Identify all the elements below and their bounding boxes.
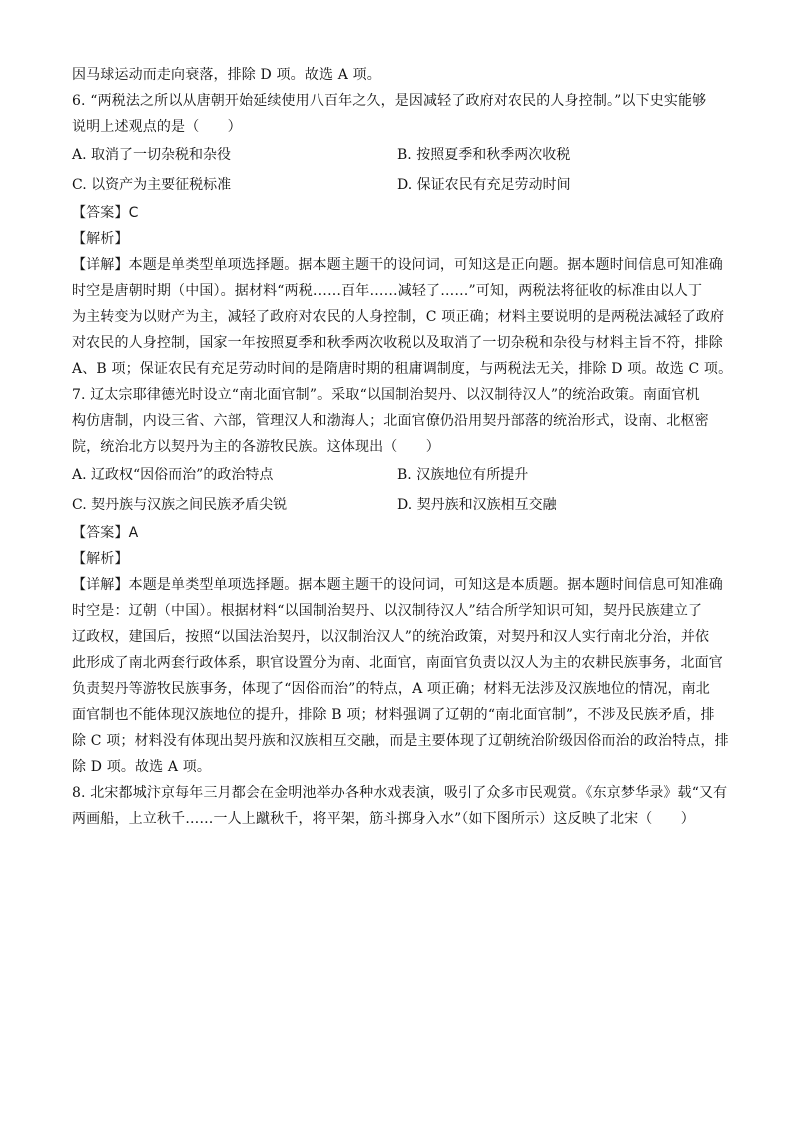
q7-analysis-label: 【解析】 — [72, 551, 129, 567]
q6-option-b: B. 按照夏季和秋季两次收税 — [397, 147, 571, 163]
q6-analysis-label: 【解析】 — [72, 231, 129, 247]
q6-options-row-2 — [72, 170, 724, 200]
q7-detail-line-8: 除 D 项。故选 A 项。 — [72, 759, 212, 775]
q6-detail-line-5: A、B 项；保证农民有充足劳动时间的是隋唐时期的租庸调制度，与两税法无关，排除 D 项。故选 C 项。 — [72, 361, 733, 377]
q8-stem-line-2: 两画船，上立秋千……一人上蹴秋千，将平架，筋斗掷身入水”（如下图所示）这反映了北宋（ ） — [72, 811, 695, 827]
q7-detail-line-6: 面官制也不能体现汉族地位的提升，排除 B 项；材料强调了辽朝的“南北面官制”，不涉及民族矛盾，排 — [72, 707, 715, 723]
q6-stem-line-2: 说明上述观点的是（ ） — [72, 119, 242, 135]
q6-answer: 【答案】C — [72, 205, 139, 221]
q7-stem-line-1: 7. 辽太宗耶律德光时设立“南北面官制”。采取“以国制治契丹、以汉制待汉人”的统治政策。南面官机 — [72, 387, 700, 403]
q6-stem-line-1: 6. “两税法之所以从唐朝开始延续使用八百年之久，是因减轻了政府对农民的人身控制。”以下史实能够 — [72, 93, 707, 109]
q7-option-c: C. 契丹族与汉族之间民族矛盾尖锐 — [72, 497, 288, 513]
q7-detail-line-7: 除 C 项；材料没有体现出契丹族和汉族相互交融，而是主要体现了辽朝统治阶级因俗而治的政治特点，排 — [72, 733, 729, 749]
q7-detail-line-5: 负责契丹等游牧民族事务，体现了“因俗而治”的特点，A 项正确；材料无法涉及汉族地位的情况，南北 — [72, 681, 710, 697]
q6-option-c: C. 以资产为主要征税标准 — [72, 177, 232, 193]
q6-detail-line-3: 为主转变为以财产为主，减轻了政府对农民的人身控制，C 项正确；材料主要说明的是两税法减轻了政府 — [72, 309, 725, 325]
q6-detail-line-1: 【详解】本题是单类型单项选择题。据本题主题干的设问词，可知这是正向题。据本题时间信息可知准确 — [72, 257, 723, 273]
q7-options-row-2 — [72, 490, 724, 520]
q5-conclusion: 因马球运动而走向衰落，排除 D 项。故选 A 项。 — [72, 67, 381, 83]
q7-stem-line-2: 构仿唐制，内设三省、六部，管理汉人和渤海人；北面官僚仍沿用契丹部落的统治形式，设南、北枢密 — [72, 413, 709, 429]
q7-detail-line-2: 时空是：辽朝（中国）。根据材料“以国制治契丹、以汉制待汉人”结合所学知识可知，契丹民族建立了 — [72, 603, 703, 619]
q7-option-a: A. 辽政权“因俗而治”的政治特点 — [72, 467, 274, 483]
q6-detail-line-2: 时空是唐朝时期（中国）。据材料“两税……百年……减轻了……”可知，两税法将征收的标准由以人丁 — [72, 283, 703, 299]
q8-stem-line-1: 8. 北宋都城汴京每年三月都会在金明池举办各种水戏表演，吸引了众多市民观赏。《东京梦华录》载“又有 — [72, 785, 728, 801]
document-page — [72, 62, 733, 832]
q7-detail-line-3: 辽政权，建国后，按照“以国法治契丹，以汉制治汉人”的统治政策，对契丹和汉人实行南北分治，并依 — [72, 629, 710, 645]
q7-answer: 【答案】A — [72, 525, 139, 541]
q7-option-b: B. 汉族地位有所提升 — [397, 467, 529, 483]
q7-option-d: D. 契丹族和汉族相互交融 — [397, 497, 557, 513]
q6-options-row-1 — [72, 140, 724, 170]
q7-detail-line-4: 此形成了南北两套行政体系，职官设置分为南、北面官，南面官负责以汉人为主的农耕民族事务，北面官 — [72, 655, 723, 671]
q7-stem-line-3: 院，统治北方以契丹为主的各游牧民族。这体现出（ ） — [72, 439, 440, 455]
q6-detail-line-4: 对农民的人身控制，国家一年按照夏季和秋季两次收税以及取消了一切杂税和杂役与材料主旨不符，排除 — [72, 335, 723, 351]
q7-options-row-1 — [72, 460, 724, 490]
q6-option-d: D. 保证农民有充足劳动时间 — [397, 177, 571, 193]
q7-detail-line-1: 【详解】本题是单类型单项选择题。据本题主题干的设问词，可知这是本质题。据本题时间信息可知准确 — [72, 577, 723, 593]
q6-option-a: A. 取消了一切杂税和杂役 — [72, 147, 232, 163]
